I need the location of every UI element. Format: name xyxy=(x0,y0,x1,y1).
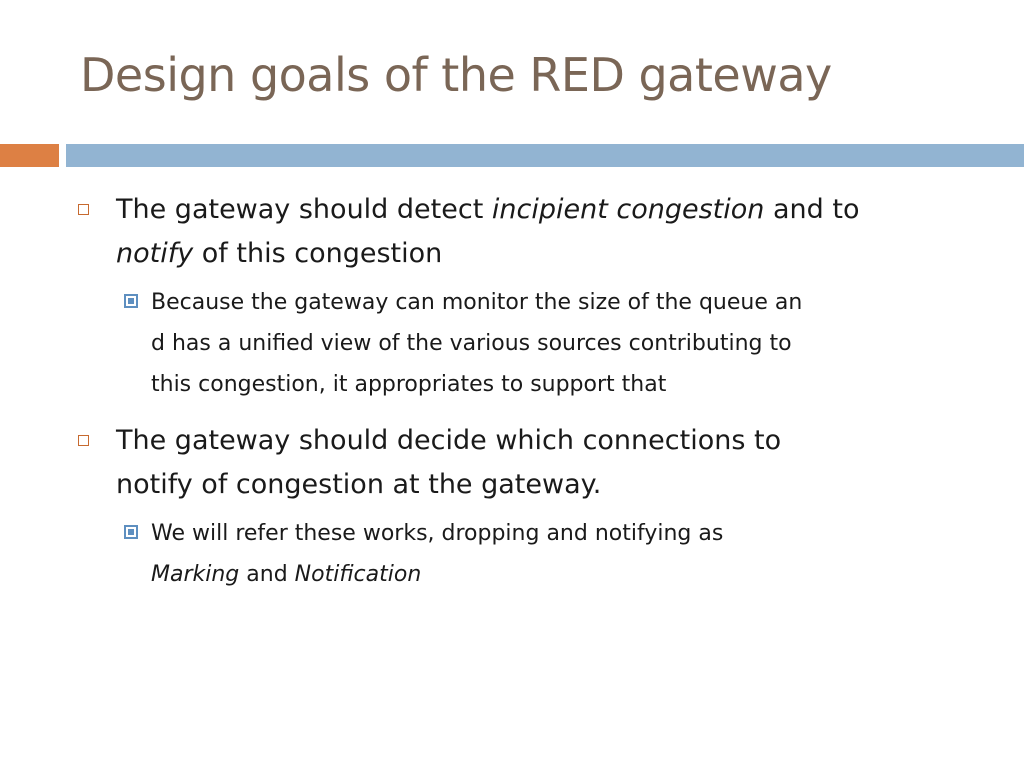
bullet-text: The gateway should detect xyxy=(116,194,492,225)
bullet-emphasis: notify xyxy=(116,238,194,269)
sub-bullet-line: d has a unified view of the various sources contributing to xyxy=(151,331,792,356)
sub-bullet-item xyxy=(116,282,978,405)
bullet-text: and xyxy=(239,562,295,587)
sub-bullet-item xyxy=(116,513,978,595)
filled-square-bullet-icon xyxy=(124,294,138,308)
slide-content xyxy=(78,188,978,609)
bullet-item xyxy=(78,188,978,276)
slide-title: Design goals of the RED gateway xyxy=(80,48,832,102)
hollow-square-bullet-icon xyxy=(78,435,89,446)
bullet-line xyxy=(116,188,978,232)
bullet-text: of this congestion xyxy=(193,238,443,269)
bullet-emphasis: Marking xyxy=(151,562,240,587)
bullet-item xyxy=(78,419,978,507)
bullet-emphasis: Notification xyxy=(294,562,422,587)
sub-bullet-line xyxy=(151,554,978,595)
sub-bullet-line: Because the gateway can monitor the size of the queue an xyxy=(151,290,803,315)
hollow-square-bullet-icon xyxy=(78,204,89,215)
accent-bar-left xyxy=(0,144,59,167)
bullet-line: notify of congestion at the gateway. xyxy=(116,469,602,500)
bullet-line: The gateway should decide which connections to xyxy=(116,425,782,456)
sub-bullet-line: We will refer these works, dropping and notifying as xyxy=(151,521,724,546)
accent-bar-right xyxy=(66,144,1024,167)
sub-bullet-line: this congestion, it appropriates to support that xyxy=(151,372,667,397)
bullet-emphasis: incipient congestion xyxy=(491,194,765,225)
filled-square-bullet-icon xyxy=(124,525,138,539)
bullet-text: and to xyxy=(764,194,860,225)
bullet-line xyxy=(116,232,978,276)
